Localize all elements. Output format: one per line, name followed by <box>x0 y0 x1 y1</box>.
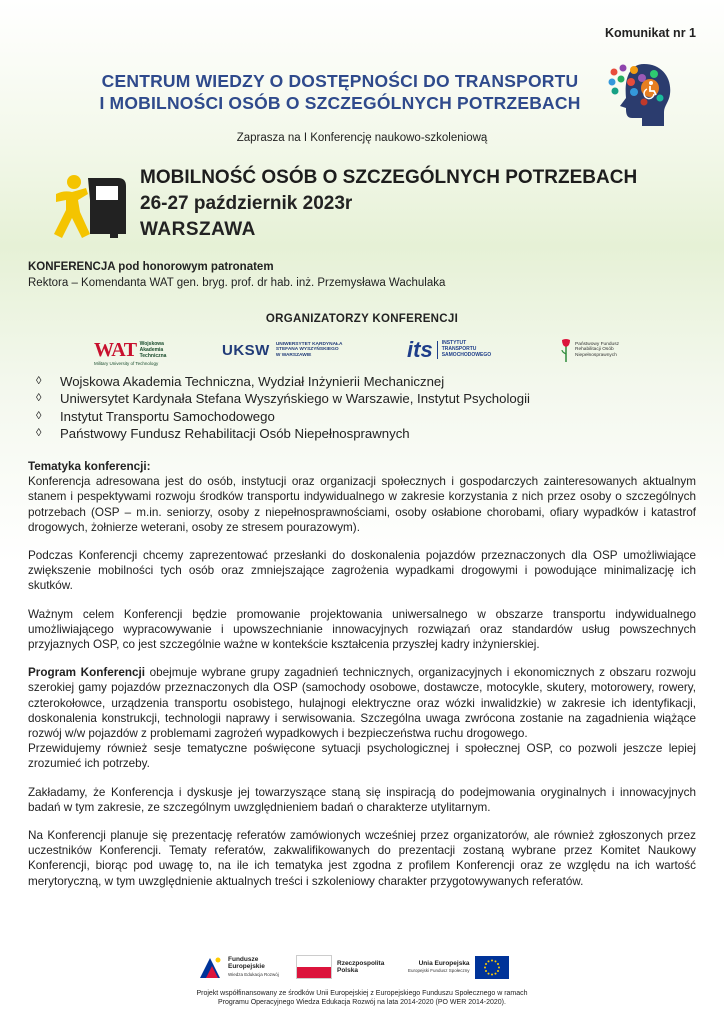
uksw-logo-mark: UKSW <box>222 341 270 359</box>
european-funds-logo <box>198 952 279 982</box>
topics-heading: Tematyka konferencji: <box>28 460 151 473</box>
paragraph-papers: Na Konferencji planuje się prezentację referatów zamówionych wcześniej przez organizatorów, ale również zgłoszonych przez uczestników Konferencji. Tematy referatów, zakwalifikowanych do prezentacji zostaną wybrane przez Komitet Naukowy Konferencji, biorąc pod uwagę to, na ile ich tematyka jest zgodna z profilem Konferencji oraz ze względu na ich wartość merytoryczną, w tym uwzględnienie aktualnych treści i szkoleniowy charakter przygotowywanych referatów. <box>28 829 696 888</box>
wat-logo-mark: WAT <box>94 338 137 361</box>
list-item <box>36 425 530 442</box>
pedestrian-vehicle-icon <box>50 172 130 242</box>
european-funds-subtitle: Wiedza Edukacja Rozwój <box>228 971 279 977</box>
uksw-logo-line-2: STEFANA WYSZYŃSKIEGO <box>275 347 339 353</box>
center-title <box>60 70 620 114</box>
center-title-line-1: CENTRUM WIEDZY O DOSTĘPNOŚCI DO TRANSPORTU <box>101 71 579 91</box>
european-union-text <box>408 960 470 975</box>
wat-logo-line-2: Akademia <box>139 347 164 353</box>
paragraph-audience: Konferencja adresowana jest do osób, instytucji oraz organizacji społecznych i gospodarczych zainteresowanych aktualnym stanem i pespektywami rozwoju środków transportu indywidualnego w zakresie korzystania z nich przez osoby o szczególnych potrzebach (OSP – m.in. seniorzy, osoby z niepełnosprawnościami, osoby osłabione chorobami, ofiary wypadków i katastrof drogowych, żołnierze weterani, osoby ze stresem pourazowym). <box>28 475 696 534</box>
invitation-text: Zaprasza na I Konferencję naukowo-szkoleniową <box>236 132 488 144</box>
its-logo-line-3: SAMOCHODOWEGO <box>441 351 492 358</box>
wat-logo-line-1: Wojskowa <box>139 341 164 347</box>
polish-flag-icon <box>296 955 332 979</box>
uksw-logo-text <box>276 342 343 359</box>
wat-logo <box>94 335 166 365</box>
diamond-bullet-icon: ◊ <box>36 392 42 405</box>
program-label: Program Konferencji <box>28 666 145 680</box>
patronage-heading: KONFERENCJA pod honorowym patronatem <box>28 261 274 273</box>
organizer-name: Państwowy Fundusz Rehabilitacji Osób Niepełnosprawnych <box>60 425 410 441</box>
pfron-logo-line-3: Niepełnosprawnych <box>575 352 617 358</box>
wat-logo-subtitle: Military University of Technology <box>94 361 159 366</box>
organizers-heading: ORGANIZATORZY KONFERENCJI <box>265 313 459 325</box>
poland-logo <box>296 952 384 982</box>
uksw-logo-line-1: UNIWERSYTET KARDYNAŁA <box>275 341 343 347</box>
uksw-logo <box>222 335 342 365</box>
list-item <box>36 390 530 407</box>
conference-description <box>28 459 696 902</box>
pfron-logo-line-1: Państwowy Fundusz <box>575 341 619 347</box>
its-logo-line-1: INSTYTUT <box>441 340 467 347</box>
patronage-text: Rektora – Komendanta WAT gen. bryg. prof. dr hab. inż. Przemysława Wachulaka <box>28 277 446 289</box>
funding-footer-line-1: Projekt współfinansowany ze środków Unii Europejskiej z Europejskiego Funduszu Społecznego w ramach <box>196 990 528 997</box>
pfron-logo-text <box>575 342 619 359</box>
its-logo-line-2: TRANSPORTU <box>441 346 477 353</box>
pfron-logo <box>561 335 619 365</box>
program-text: obejmuje wybrane grupy zagadnień technicznych, organizacyjnych i ekonomicznych z obszaru rozwoju szerokiej gamy pojazdów przeznaczonych dla OSP (samochody osobowe, dostawcze, motocykle, skutery, motorowery, rowery, czterokołowce, urządzenia transportu osobistego, hulajnogi elektryczne oraz wózki inwalidzkie) w zakresie ich identyfikacji, doskonalenia konstrukcji, technologii naprawy i serwisowania. Szczególna uwaga zwrócona zostanie na zagadnienia wiążące rozwój w/w pojazdów z problemami zagrożeń wypadkowych i bezpieczeństwa ruchu drogowego. <box>28 666 696 741</box>
poland-line-2: Polska <box>337 967 358 974</box>
its-logo-mark: its <box>407 337 433 362</box>
organizer-name: Wojskowa Akademia Techniczna, Wydział Inżynierii Mechanicznej <box>60 374 445 389</box>
pfron-flower-icon <box>561 338 571 362</box>
communique-number: Komunikat nr 1 <box>605 26 696 40</box>
conference-date: 26-27 październik 2023r <box>140 193 353 214</box>
paragraph-universal-design: Ważnym celem Konferencji będzie promowanie projektowania uniwersalnego w obszarze transportu indywidualnego umożliwiającego wypracowywanie i upowszechnianie innowacyjnych rozwiązań oraz standardów usług powszechnych przyjaznych OSP, co jest szczególnie ważne w kontekście kształcenia przyszłej kadry inżynierskiej. <box>28 607 696 652</box>
eu-flag-icon <box>475 956 509 979</box>
diamond-bullet-icon: ◊ <box>36 426 42 439</box>
wat-logo-line-3: Techniczna <box>139 353 167 359</box>
list-item <box>36 373 530 390</box>
european-union-logo <box>408 952 509 982</box>
uksw-logo-line-3: W WARSZAWIE <box>275 352 312 358</box>
paragraph-inspiration: Zakładamy, że Konferencja i dyskusje jej towarzyszące staną się inspiracją do podejmowania oryginalnych i innowacyjnych badań w tym zakresie, ze szczególnym uwzględnieniem badań o charakterze utylitarnym. <box>28 785 696 814</box>
european-union-line-1: Unia Europejska <box>418 959 470 967</box>
organizers-list <box>36 373 530 442</box>
european-funds-text <box>228 956 279 979</box>
organizer-name: Uniwersytet Kardynała Stefana Wyszyńskiego w Warszawie, Instytut Psychologii <box>60 391 530 407</box>
diamond-bullet-icon: ◊ <box>36 409 42 422</box>
center-title-line-2: I MOBILNOŚCI OSÓB O SZCZEGÓLNYCH POTRZEBACH <box>99 93 581 113</box>
conference-title: MOBILNOŚĆ OSÓB O SZCZEGÓLNYCH POTRZEBACH <box>140 167 638 188</box>
funding-footer-line-2: Programu Operacyjnego Wiedza Edukacja Rozwój na lata 2014-2020 (PO WER 2014-2020). <box>218 999 506 1006</box>
diamond-bullet-icon: ◊ <box>36 375 42 387</box>
paragraph-aims: Podczas Konferencji chcemy zaprezentować przesłanki do doskonalenia pojazdów przeznaczonych dla OSP umożliwiające zwiększenie mobilności tych osób oraz zmniejszające zagrożenia wypadkami drogowymi i powodujące minimalizację ich skutków. <box>28 549 696 593</box>
wat-logo-text <box>140 341 167 359</box>
its-logo-text <box>437 341 491 358</box>
funding-footer <box>0 989 724 1007</box>
poland-line-1: Rzeczpospolita <box>337 959 385 967</box>
paragraph-program <box>28 665 696 741</box>
european-funds-line-1: Fundusze <box>228 955 259 963</box>
accessibility-head-icon <box>604 60 676 132</box>
conference-city: WARSZAWA <box>140 219 256 240</box>
poland-text <box>337 960 384 975</box>
european-funds-line-2: Europejskie <box>228 963 265 971</box>
its-logo <box>407 335 491 365</box>
european-funds-icon <box>198 954 224 980</box>
paragraph-sessions: Przewidujemy również sesje tematyczne poświęcone sytuacji psychologicznej i społecznej OSP, co pozwoli jeszcze lepiej zrozumieć ich potrzeby. <box>28 742 696 771</box>
list-item <box>36 408 530 425</box>
european-union-subtitle: Europejski Fundusz Społeczny <box>408 968 470 973</box>
pfron-logo-line-2: Rehabilitacji Osób <box>575 347 614 353</box>
organizer-name: Instytut Transportu Samochodowego <box>60 408 275 424</box>
